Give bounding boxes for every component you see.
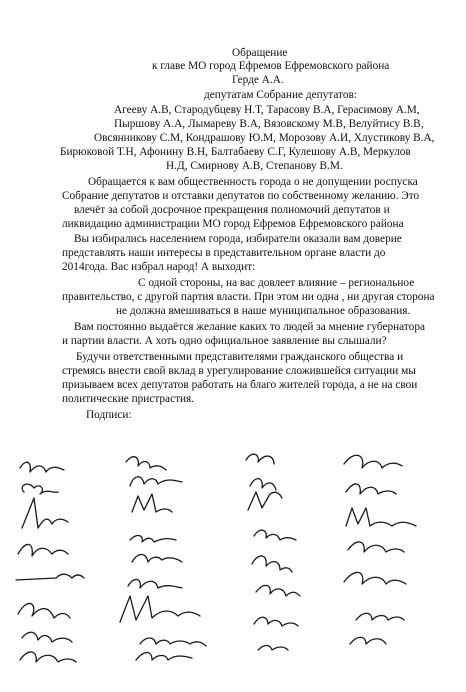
signature-24 <box>254 617 298 626</box>
signature-19 <box>250 479 276 490</box>
signature-9 <box>126 457 166 470</box>
signature-27 <box>346 484 396 494</box>
body-line: не должна вмешиваться в наше муниципальное образования. <box>116 305 411 317</box>
body-line: 2014года. Вас избрал народ! А выходит: <box>62 261 256 273</box>
body-line: правительство, с другой партия власти. При этом ни одна , ни другая сторона <box>62 291 435 303</box>
signature-10 <box>130 477 182 486</box>
deputies-list-line: Агееву А.В, Стародубцеву Н.Т, Тарасову В.А, Герасимову А.М, <box>114 104 420 116</box>
body-line: влечёт за собой досрочное прекращения полномочий депутатов и <box>74 204 390 216</box>
signature-16 <box>140 638 206 646</box>
signature-11 <box>132 494 172 512</box>
body-line: Будучи ответственными представителями гражданского общества и <box>76 351 404 363</box>
body-line: С одной стороны, на вас довлеет влияние – региональное <box>138 277 415 289</box>
deputies-list-line: Н.Д, Смирнову А.В, Степанову В.М. <box>166 160 343 172</box>
signature-29 <box>348 542 404 552</box>
deputies-list-line: Пыршову А.А, Лымареву В.А, Вязовскому М.В, Велуйтису В.В, <box>114 118 424 130</box>
signatures-label: Подписи: <box>86 409 132 421</box>
body-line: ликвидацию администрации МО город Ефремов Ефремовского района <box>62 218 404 230</box>
body-line: стремясь внести свой вклад в урегулирование сложившейся ситуации мы <box>62 365 416 377</box>
signature-15 <box>120 596 200 622</box>
body-line: призываем всех депутатов работать на благо жителей города, а не на свои <box>62 379 418 391</box>
signature-25 <box>258 646 288 651</box>
deputies-heading: депутатам Собрание депутатов: <box>204 89 357 101</box>
signature-23 <box>256 585 300 596</box>
signature-12 <box>130 536 176 542</box>
signature-28 <box>346 508 416 526</box>
deputies-list-line: Овсянникову С.М, Кондрашову Ю.М, Морозову А.И, Хлустикову В.А, <box>94 132 435 144</box>
addressee-line: к главе МО город Ефремов Ефремовского района <box>152 60 390 72</box>
signature-32 <box>350 637 386 644</box>
body-line: политические пристрастия. <box>62 393 195 405</box>
signature-5 <box>16 574 84 580</box>
signature-3 <box>22 498 68 528</box>
signature-14 <box>128 579 182 588</box>
signature-2 <box>22 484 58 494</box>
signature-17 <box>136 653 192 661</box>
appeal-title: Обращение <box>232 47 288 59</box>
body-line: Собрание депутатов и отставки депутатов по собственному желанию. Это <box>62 190 420 202</box>
signatures-block <box>0 420 466 640</box>
signature-26 <box>344 455 402 468</box>
signature-1 <box>20 462 64 472</box>
body-line: Вы избирались населением города, избиратели оказали вам доверие <box>74 233 402 245</box>
signature-7 <box>22 632 72 642</box>
signature-4 <box>18 544 68 556</box>
signature-8 <box>20 652 76 662</box>
signature-13 <box>132 555 182 563</box>
body-line: Вам постоянно выдаётся желание каких то людей за мнение губернатора <box>74 321 425 333</box>
body-line: и партии власти. А хоть одно официальное заявление вы слышали? <box>62 335 387 347</box>
signature-30 <box>344 572 406 584</box>
signature-31 <box>356 613 404 620</box>
signature-20 <box>248 492 282 510</box>
body-line: Обращается к вам общественность города о не допущении роспуска <box>88 176 418 188</box>
signature-6 <box>18 603 70 618</box>
signature-21 <box>254 530 296 540</box>
signature-18 <box>246 454 274 464</box>
body-line: представлять наши интересы в представительном органе власти до <box>62 247 386 259</box>
signature-22 <box>252 556 292 572</box>
signatures-drawing <box>0 420 466 692</box>
addressee-name: Герде А.А. <box>232 74 284 86</box>
deputies-list-line: Бирюковой Т.Н, Афонину В.Н, Балтабаеву С.Г, Кулешову А.В, Меркулов <box>60 146 411 158</box>
